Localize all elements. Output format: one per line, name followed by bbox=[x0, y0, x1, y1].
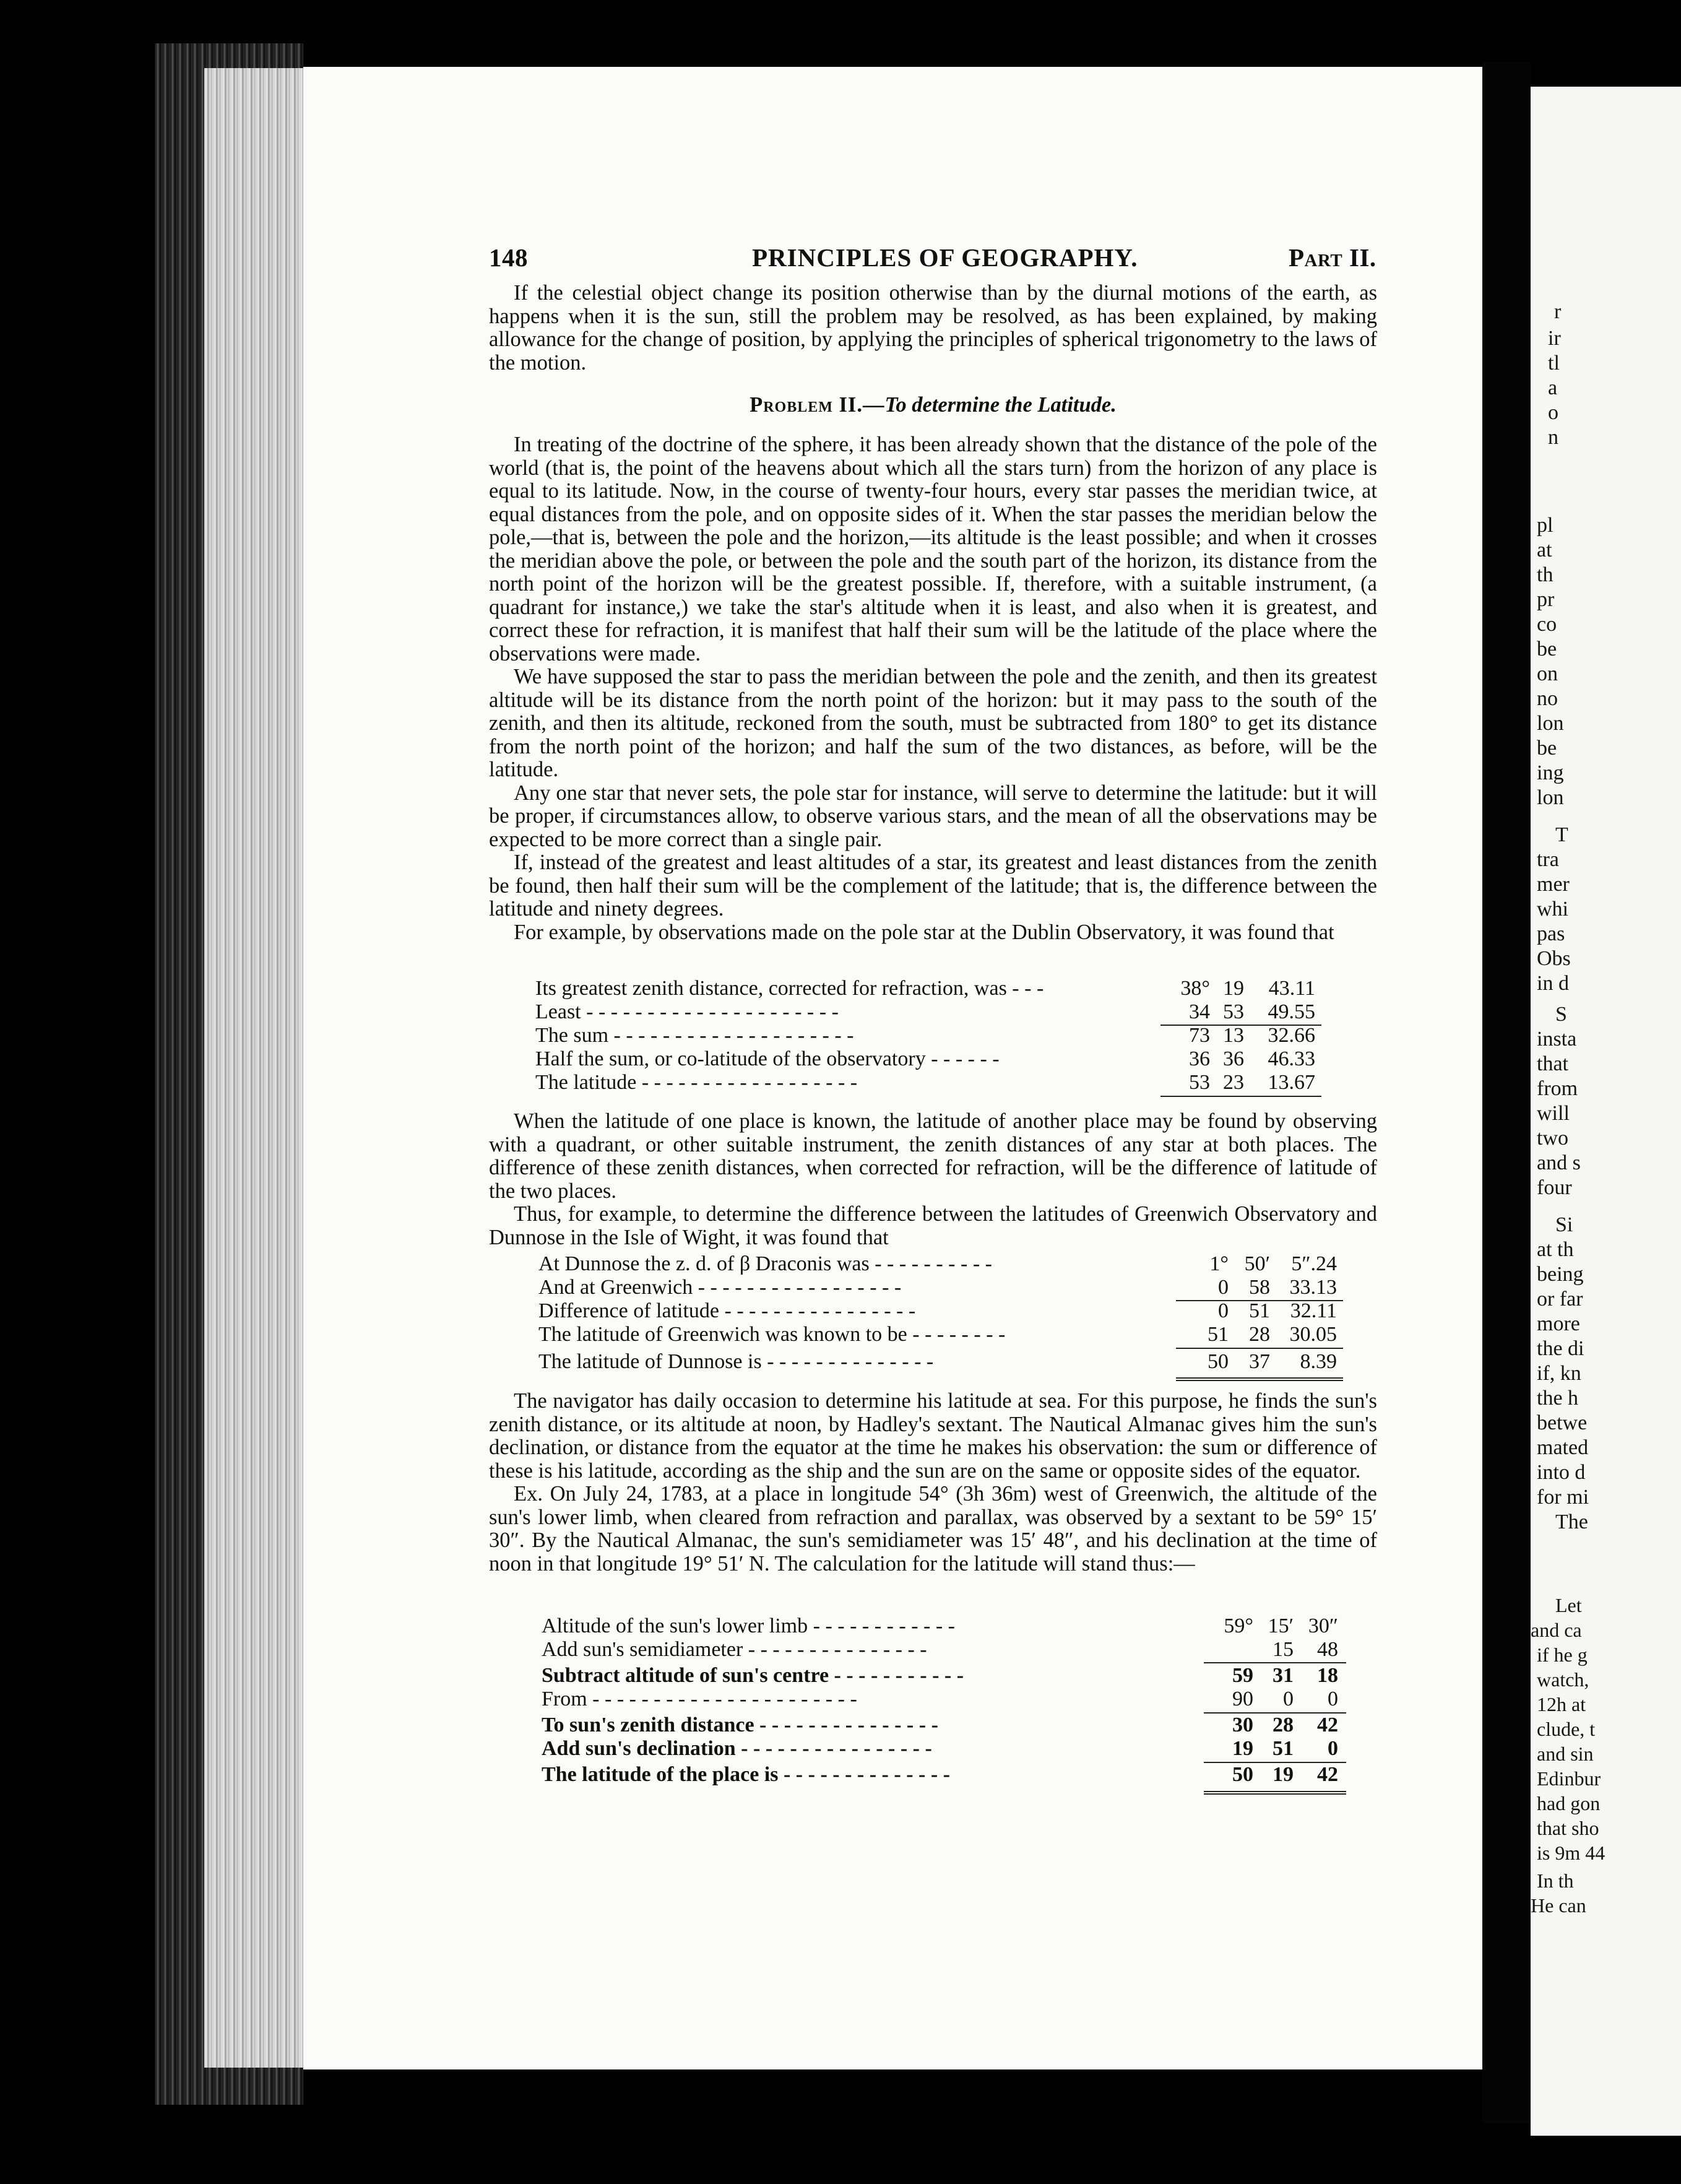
table-row bbox=[535, 1000, 1340, 1024]
row-label: The latitude of Dunnose is - - - - - - - - - - - - - - bbox=[538, 1350, 934, 1373]
table-row bbox=[542, 1714, 1346, 1737]
paragraph: Ex. On July 24, 1783, at a place in longitude 54° (3h 36m) west of Greenwich, the altitude of the sun's lower limb, when cleared from refraction and parallax, was observed by a sextant to be 59° 15′ 30″. By the Nautical Almanac, the sun's semidiameter was 15′ 48″, and his declination at the time of noon in that longitude 19° 51′ N. The calculation for the latitude will stand thus:— bbox=[489, 1482, 1377, 1575]
body-text-b bbox=[489, 1110, 1377, 1249]
table-row bbox=[542, 1688, 1346, 1711]
minutes-cell: 37 bbox=[1249, 1350, 1270, 1373]
facing-page-fragment: lon bbox=[1537, 712, 1564, 735]
minutes-cell: 51 bbox=[1249, 1299, 1270, 1322]
facing-page-fragment: at th bbox=[1537, 1238, 1574, 1261]
row-label: From - - - - - - - - - - - - - - - - - - - - - - bbox=[542, 1688, 857, 1710]
facing-page-fragment: in d bbox=[1537, 972, 1569, 995]
dublin-table bbox=[535, 977, 1340, 1094]
row-label: The latitude of the place is - - - - - - - - - - - - - - bbox=[542, 1763, 950, 1786]
table-row bbox=[538, 1299, 1343, 1323]
seconds-cell: 32.11 bbox=[1290, 1299, 1337, 1322]
result-double-rule bbox=[1176, 1377, 1343, 1381]
facing-page-fragment: o bbox=[1548, 401, 1558, 424]
problem-label: Problem II.— bbox=[750, 393, 885, 417]
facing-page-fragment: Obs bbox=[1537, 947, 1571, 970]
minutes-cell: 50′ bbox=[1244, 1252, 1270, 1275]
facing-page-fragment: Si bbox=[1555, 1213, 1573, 1236]
facing-page-fragment: S bbox=[1555, 1003, 1567, 1026]
degrees-cell: 51 bbox=[1208, 1323, 1229, 1346]
facing-page-fragment: for mi bbox=[1537, 1486, 1589, 1509]
row-label: Half the sum, or co-latitude of the observatory - - - - - - bbox=[535, 1047, 1000, 1070]
table-row bbox=[535, 1024, 1340, 1047]
paragraph: The navigator has daily occasion to determine his latitude at sea. For this purpose, he finds the sun's zenith distance, or its altitude at noon, by Hadley's sextant. The Nautical Almanac gives him the sun's declination, or distance from the equator at the time he makes his observation: the sum or difference of these is his latitude, according as the ship and the sun are on the same or opposite sides of the equator. bbox=[489, 1389, 1377, 1483]
subtraction-rule bbox=[1176, 1348, 1343, 1349]
facing-page-fragment: pl bbox=[1537, 514, 1554, 537]
facing-page-fragment: two bbox=[1537, 1127, 1568, 1150]
seconds-cell: 30.05 bbox=[1289, 1323, 1337, 1346]
page-gutter bbox=[1482, 62, 1531, 2123]
facing-page-fragment: watch, bbox=[1537, 1668, 1589, 1691]
body-text-c bbox=[489, 1390, 1377, 1575]
row-label: Add sun's declination - - - - - - - - - - - - - - - - bbox=[542, 1737, 932, 1760]
paragraph: If the celestial object change its position otherwise than by the diurnal motions of the earth, as happens when it is the sun, still the problem may be resolved, as has been explained, by making allowance for the change of position, by applying the principles of spherical trigonometry to the laws of the motion. bbox=[489, 281, 1377, 375]
facing-page-fragment: if, kn bbox=[1537, 1362, 1581, 1385]
degrees-cell: 30 bbox=[1232, 1714, 1253, 1736]
paragraph: Any one star that never sets, the pole star for instance, will serve to determine the latitude: but it will be proper, if circumstances allow, to observe various stars, and the mean of all the observations may be expected to be more correct than a single pair. bbox=[489, 781, 1377, 851]
facing-page-fragment: tra bbox=[1537, 848, 1559, 871]
row-label: The latitude - - - - - - - - - - - - - - - - - - bbox=[535, 1071, 858, 1094]
facing-page bbox=[1531, 87, 1681, 2136]
facing-page-fragment: whi bbox=[1537, 898, 1568, 921]
seconds-cell: 0 bbox=[1328, 1737, 1338, 1760]
facing-page-fragment: if he g bbox=[1537, 1644, 1588, 1666]
minutes-cell: 19 bbox=[1223, 977, 1244, 1000]
facing-page-fragment: that bbox=[1537, 1052, 1568, 1075]
seconds-cell: 33.13 bbox=[1289, 1276, 1337, 1299]
degrees-cell: 36 bbox=[1189, 1047, 1210, 1070]
minutes-cell: 31 bbox=[1273, 1664, 1294, 1687]
facing-page-fragment: will bbox=[1537, 1102, 1570, 1125]
result-rule bbox=[1160, 1096, 1321, 1097]
table-row bbox=[538, 1350, 1343, 1374]
page-number: 148 bbox=[489, 243, 528, 272]
facing-page-fragment: T bbox=[1555, 823, 1568, 846]
facing-page-fragment: the h bbox=[1537, 1387, 1579, 1410]
facing-page-fragment: insta bbox=[1537, 1028, 1577, 1051]
body-text-a bbox=[489, 433, 1377, 944]
facing-page-fragment: n bbox=[1548, 426, 1558, 449]
facing-page-fragment: ing bbox=[1537, 761, 1564, 784]
facing-page-fragment: or far bbox=[1537, 1288, 1583, 1311]
intro-text bbox=[489, 282, 1377, 375]
degrees-cell: 34 bbox=[1189, 1000, 1210, 1023]
facing-page-fragment: and sin bbox=[1537, 1743, 1594, 1765]
seconds-cell: 18 bbox=[1317, 1664, 1338, 1687]
row-label: Subtract altitude of sun's centre - - - - - - - - - - - bbox=[542, 1664, 964, 1687]
row-label: Difference of latitude - - - - - - - - - - - - - - - - bbox=[538, 1299, 916, 1322]
facing-page-fragment: ir bbox=[1548, 327, 1561, 350]
facing-page-fragment: mer bbox=[1537, 873, 1570, 896]
seconds-cell: 46.33 bbox=[1268, 1047, 1315, 1070]
row-label: The sum - - - - - - - - - - - - - - - - - - - - bbox=[535, 1024, 854, 1047]
degrees-cell: 90 bbox=[1232, 1688, 1253, 1710]
facing-page-fragment: pas bbox=[1537, 922, 1565, 945]
seconds-cell: 32.66 bbox=[1268, 1024, 1315, 1047]
degrees-cell: 59 bbox=[1232, 1664, 1253, 1687]
degrees-cell: 50 bbox=[1208, 1350, 1229, 1373]
facing-page-fragment: He can bbox=[1531, 1894, 1586, 1917]
seconds-cell: 42 bbox=[1317, 1763, 1338, 1786]
seconds-cell: 8.39 bbox=[1300, 1350, 1337, 1373]
minutes-cell: 36 bbox=[1223, 1047, 1244, 1070]
row-label: And at Greenwich - - - - - - - - - - - - - - - - - bbox=[538, 1276, 902, 1299]
facing-page-fragment: Edinbur bbox=[1537, 1767, 1601, 1790]
dunnose-table bbox=[538, 1252, 1343, 1374]
table-row bbox=[542, 1638, 1346, 1662]
facing-page-fragment: being bbox=[1537, 1263, 1584, 1286]
row-label: Add sun's semidiameter - - - - - - - - - - - - - - - bbox=[542, 1638, 927, 1661]
page-stack-edge bbox=[204, 68, 303, 2068]
seconds-cell: 13.67 bbox=[1268, 1071, 1315, 1094]
seconds-cell: 0 bbox=[1328, 1688, 1338, 1710]
facing-page-fragment: no bbox=[1537, 687, 1558, 710]
facing-page-fragment: and ca bbox=[1531, 1619, 1582, 1641]
paragraph: For example, by observations made on the pole star at the Dublin Observatory, it was found that bbox=[514, 920, 1334, 944]
sun-latitude-table bbox=[542, 1614, 1346, 1787]
result-double-rule bbox=[1204, 1791, 1346, 1795]
table-row bbox=[542, 1664, 1346, 1688]
row-label: At Dunnose the z. d. of β Draconis was - - - - - - - - - - bbox=[538, 1252, 992, 1275]
minutes-cell: 13 bbox=[1223, 1024, 1244, 1047]
row-label: The latitude of Greenwich was known to be - - - - - - - - bbox=[538, 1323, 1006, 1346]
row-label: Its greatest zenith distance, corrected for refraction, was - - - bbox=[535, 977, 1044, 1000]
table-row bbox=[542, 1614, 1346, 1638]
problem-title: To determine the Latitude. bbox=[884, 393, 1117, 417]
facing-page-fragment: that sho bbox=[1537, 1817, 1599, 1839]
facing-page-fragment: the di bbox=[1537, 1337, 1584, 1360]
degrees-cell: 50 bbox=[1232, 1763, 1253, 1786]
minutes-cell: 23 bbox=[1223, 1071, 1244, 1094]
facing-page-fragment: be bbox=[1537, 638, 1557, 661]
paragraph: In treating of the doctrine of the sphere, it has been already shown that the distance of the pole of the world (that is, the point of the heavens about which all the stars turn) from the horizon of any place is equal to its latitude. Now, in the course of twenty-four hours, every star passes the meridian twice, at equal distances from the pole, and on opposite sides of it. When the star passes the meridian below the pole,—that is, between the pole and the horizon,—its altitude is the least possible; and when it crosses the meridian above the pole, or between the pole and the south part of the horizon, its distance from the north point of the horizon will be the greatest possible. If, therefore, with a suitable instrument, (a quadrant for instance,) we take the star's altitude when it is least, and also when it is greatest, and correct these for refraction, it is manifest that half their sum will be the latitude of the place where the observations were made. bbox=[489, 433, 1377, 665]
table-row bbox=[538, 1276, 1343, 1299]
table-row bbox=[535, 977, 1340, 1000]
facing-page-fragment: pr bbox=[1537, 588, 1555, 611]
seconds-cell: 42 bbox=[1317, 1714, 1338, 1736]
degrees-cell: 1° bbox=[1209, 1252, 1229, 1275]
paragraph: When the latitude of one place is known, the latitude of another place may be found by observing with a quadrant, or other suitable instrument, the zenith distances of any star at both places. The difference of these zenith distances, when corrected for refraction, will be the difference of latitude of the two places. bbox=[489, 1109, 1377, 1203]
degrees-cell: 53 bbox=[1189, 1071, 1210, 1094]
facing-page-fragment: tl bbox=[1548, 352, 1560, 375]
minutes-cell: 28 bbox=[1273, 1714, 1294, 1736]
table-row bbox=[538, 1323, 1343, 1346]
seconds-cell: 30″ bbox=[1308, 1614, 1338, 1637]
seconds-cell: 5″.24 bbox=[1291, 1252, 1337, 1275]
seconds-cell: 48 bbox=[1317, 1638, 1338, 1661]
minutes-cell: 53 bbox=[1223, 1000, 1244, 1023]
sum-rule bbox=[1204, 1662, 1346, 1663]
seconds-cell: 49.55 bbox=[1268, 1000, 1315, 1023]
degrees-cell: 19 bbox=[1232, 1737, 1253, 1760]
degrees-cell: 73 bbox=[1189, 1024, 1210, 1047]
table-row bbox=[542, 1763, 1346, 1787]
facing-page-fragment: Let bbox=[1555, 1594, 1582, 1616]
problem-heading bbox=[489, 393, 1377, 417]
seconds-cell: 43.11 bbox=[1268, 977, 1315, 1000]
minutes-cell: 28 bbox=[1249, 1323, 1270, 1346]
facing-page-fragment: four bbox=[1537, 1176, 1572, 1199]
part-label: Part II. bbox=[1289, 243, 1376, 272]
facing-page-fragment: mated bbox=[1537, 1436, 1589, 1459]
paragraph: Thus, for example, to determine the difference between the latitudes of Greenwich Observatory and Dunnose in the Isle of Wight, it was found that bbox=[489, 1202, 1377, 1249]
facing-page-fragment: at bbox=[1537, 539, 1552, 561]
facing-page-fragment: is 9m 44 bbox=[1537, 1842, 1605, 1864]
minutes-cell: 0 bbox=[1283, 1688, 1294, 1710]
facing-page-fragment: clude, t bbox=[1537, 1718, 1596, 1740]
facing-page-fragment: lon bbox=[1537, 786, 1564, 809]
minutes-cell: 19 bbox=[1273, 1763, 1294, 1786]
row-label: To sun's zenith distance - - - - - - - - - - - - - - - bbox=[542, 1714, 938, 1736]
table-row bbox=[542, 1737, 1346, 1761]
degrees-cell: 0 bbox=[1218, 1276, 1229, 1299]
running-title: PRINCIPLES OF GEOGRAPHY. bbox=[752, 243, 1138, 272]
degrees-cell: 0 bbox=[1218, 1299, 1229, 1322]
facing-page-fragment: co bbox=[1537, 613, 1557, 636]
facing-page-fragment: be bbox=[1537, 737, 1557, 760]
paragraph: If, instead of the greatest and least altitudes of a star, its greatest and least distances from the zenith be found, then half their sum will be the complement of the latitude; that is, the difference between the latitude and ninety degrees. bbox=[489, 851, 1377, 921]
table-row bbox=[535, 1071, 1340, 1094]
facing-page-fragment: a bbox=[1548, 376, 1558, 399]
facing-page-fragment: betwe bbox=[1537, 1411, 1588, 1434]
facing-page-fragment: In th bbox=[1537, 1870, 1574, 1892]
degrees-cell: 59° bbox=[1224, 1614, 1253, 1637]
minutes-cell: 15′ bbox=[1268, 1614, 1294, 1637]
facing-page-fragment: more bbox=[1537, 1312, 1580, 1335]
row-label: Altitude of the sun's lower limb - - - - - - - - - - - - bbox=[542, 1614, 955, 1637]
facing-page-fragment: and s bbox=[1537, 1151, 1581, 1174]
facing-page-fragment: had gon bbox=[1537, 1792, 1601, 1814]
facing-page-fragment: th bbox=[1537, 563, 1554, 586]
paragraph: We have supposed the star to pass the meridian between the pole and the zenith, and then its greatest altitude will be its distance from the north point of the horizon: but it may pass to the south of the zenith, and then its altitude, reckoned from the south, must be subtracted from 180° to get its distance from the north point of the horizon; and half the sum of the two distances, as before, will be the latitude. bbox=[489, 665, 1377, 781]
facing-page-fragment: from bbox=[1537, 1077, 1578, 1100]
row-label: Least - - - - - - - - - - - - - - - - - - - - - bbox=[535, 1000, 839, 1023]
degrees-cell: 38° bbox=[1180, 977, 1210, 1000]
table-row bbox=[535, 1047, 1340, 1071]
facing-page-fragment: on bbox=[1537, 662, 1558, 685]
minutes-cell: 51 bbox=[1273, 1737, 1294, 1760]
facing-page-fragment: 12h at bbox=[1537, 1693, 1586, 1715]
facing-page-fragment: into d bbox=[1537, 1461, 1586, 1484]
facing-page-fragment: r bbox=[1554, 300, 1562, 323]
facing-page-fragment: The bbox=[1555, 1510, 1588, 1533]
minutes-cell: 58 bbox=[1249, 1276, 1270, 1299]
table-row bbox=[538, 1252, 1343, 1276]
minutes-cell: 15 bbox=[1273, 1638, 1294, 1661]
